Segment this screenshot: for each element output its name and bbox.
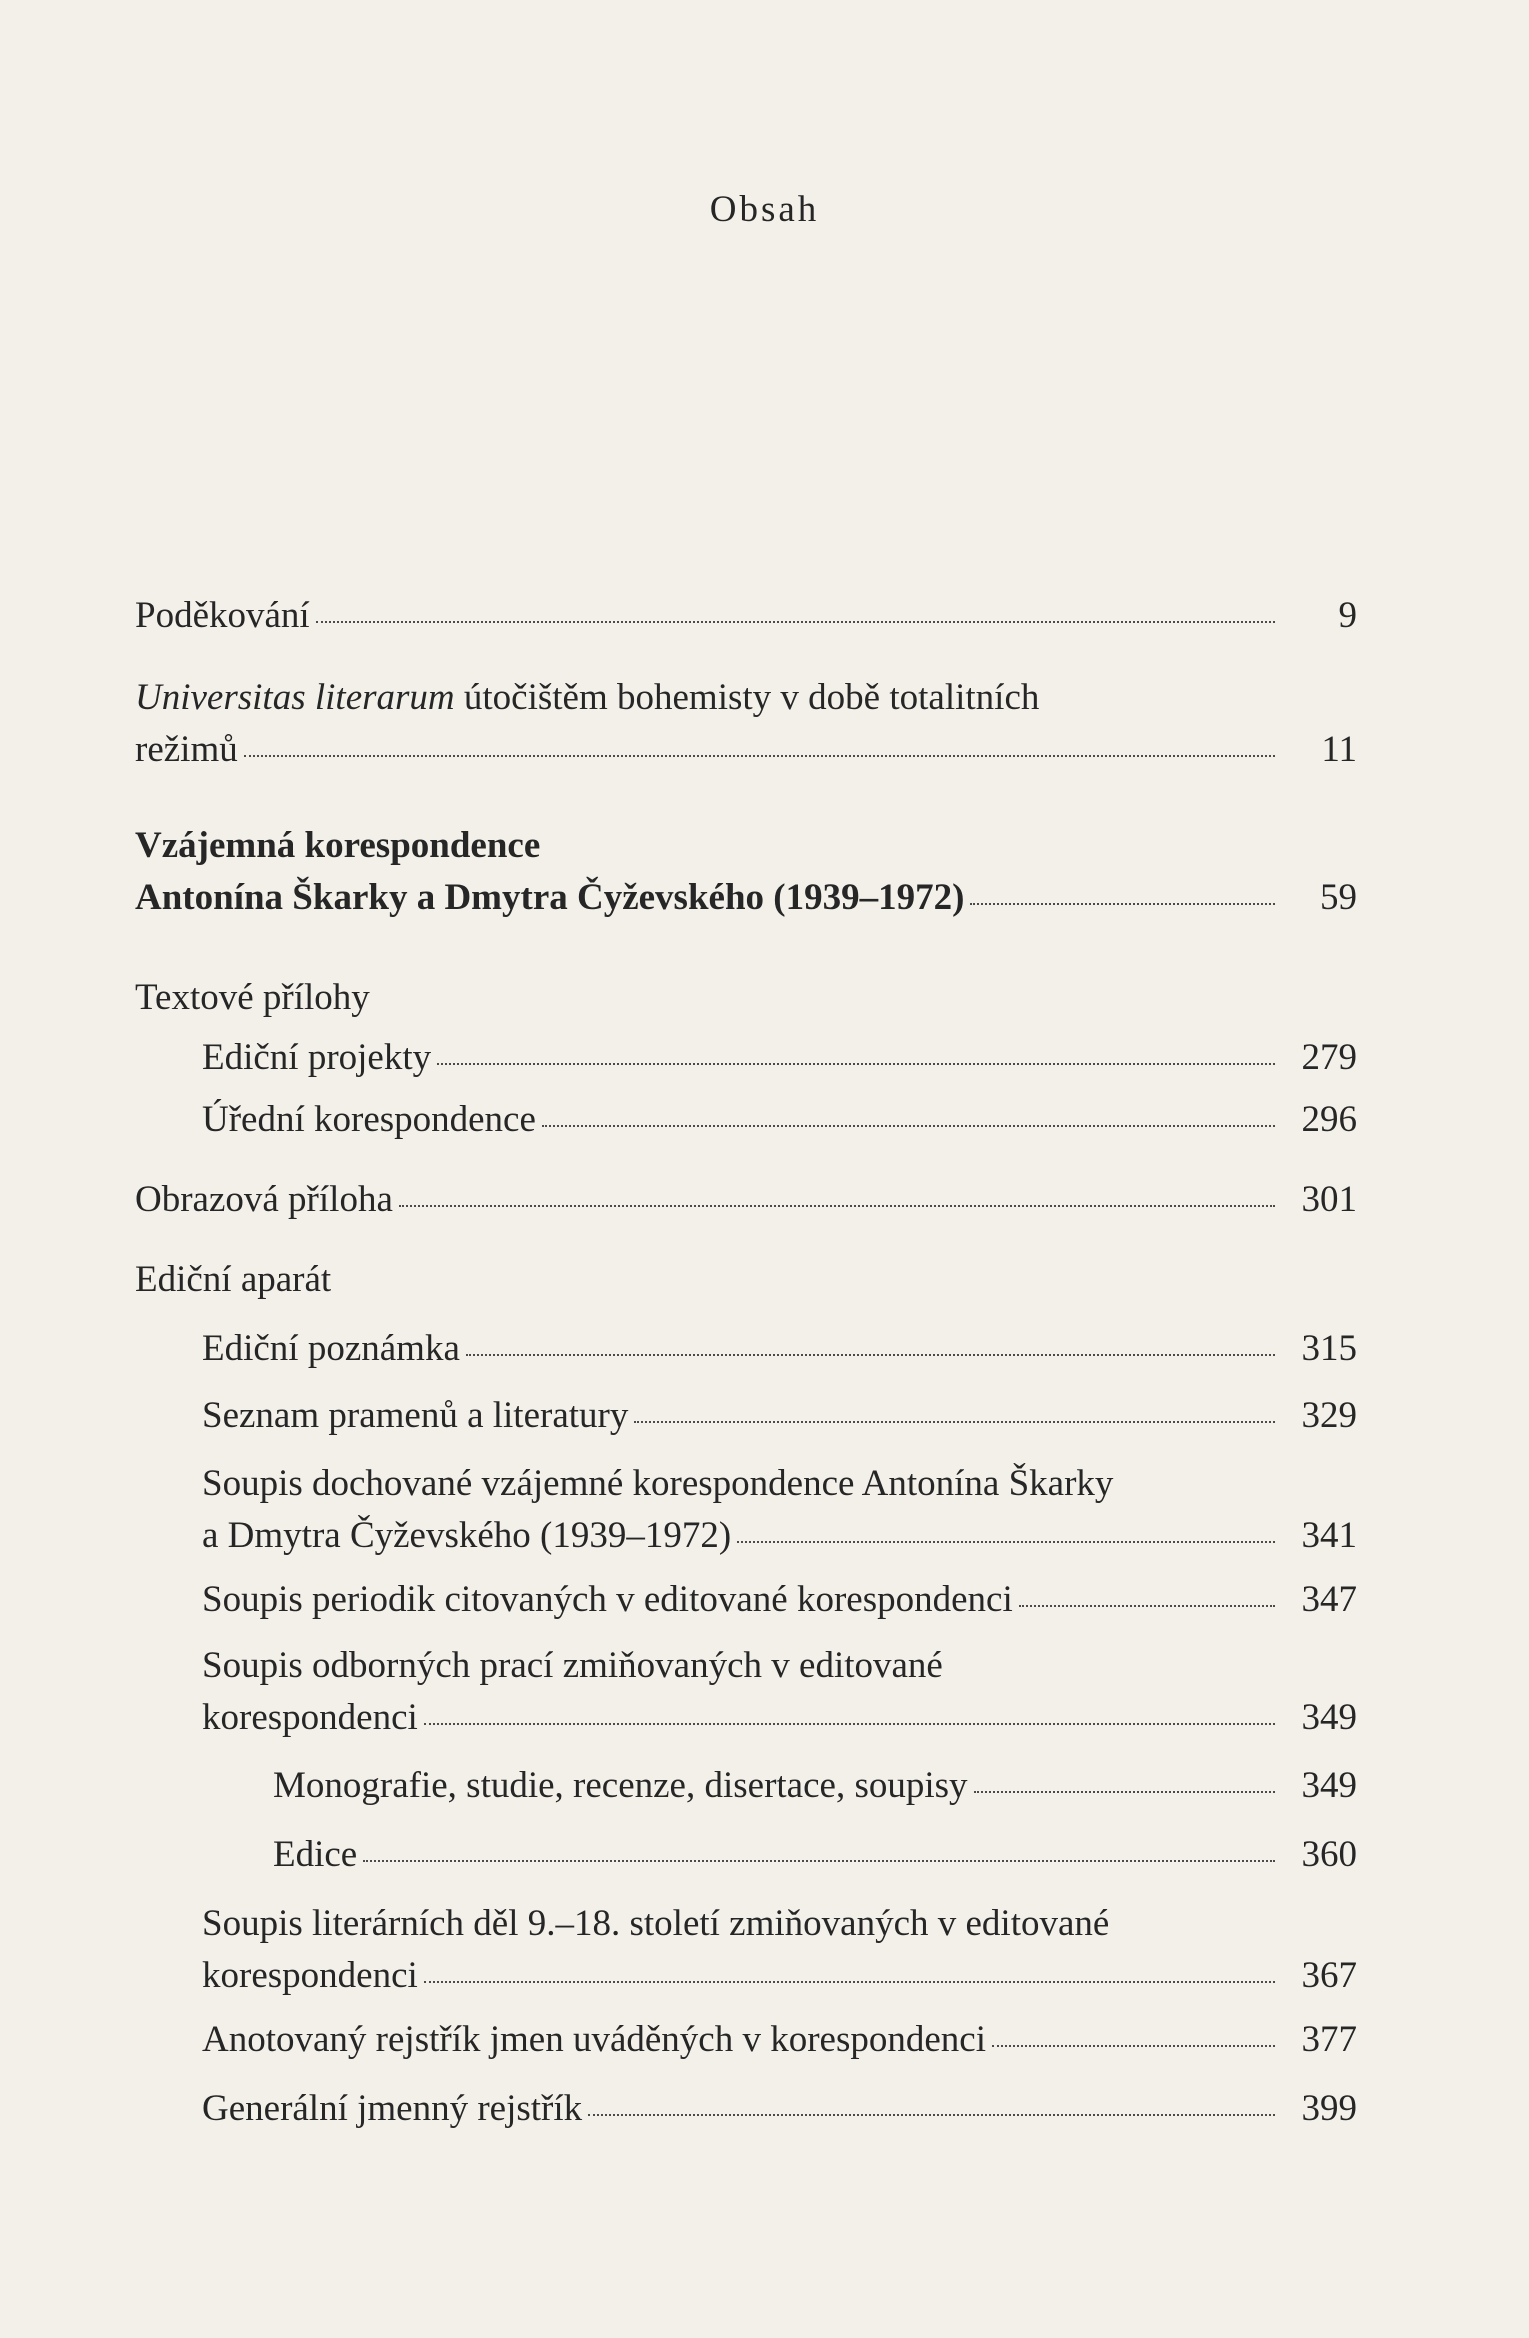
page-title: Obsah bbox=[709, 189, 820, 230]
leader-dots bbox=[466, 1354, 1275, 1356]
leader-dots bbox=[399, 1205, 1275, 1207]
entry-text-line2: Antonína Škarky a Dmytra Čyževského (1939–1972) bbox=[135, 877, 965, 918]
leader-dots bbox=[737, 1541, 1275, 1543]
toc-entry-podekovani[interactable] bbox=[135, 590, 1357, 642]
toc-entry-universitas[interactable] bbox=[135, 672, 1357, 776]
entry-text: Generální jmenný rejstřík bbox=[202, 2088, 583, 2129]
toc-entry-vzajemna[interactable] bbox=[135, 820, 1357, 924]
section-heading-textove: Textové přílohy bbox=[135, 977, 370, 1018]
page-number: 301 bbox=[1301, 1179, 1357, 1220]
entry-text: útočištěm bohemisty v době totalitních bbox=[454, 677, 1040, 718]
toc-entry-soupis-literarnich[interactable] bbox=[202, 1898, 1357, 2002]
entry-text: Ediční projekty bbox=[202, 1037, 432, 1078]
toc-entry-soupis-odbornych[interactable] bbox=[202, 1640, 1357, 1744]
leader-dots bbox=[437, 1063, 1275, 1065]
page-number: 329 bbox=[1301, 1395, 1357, 1436]
entry-text: Soupis literárních děl 9.–18. století zmiňovaných v editované bbox=[202, 1903, 1110, 1944]
entry-text-line2: a Dmytra Čyževského (1939–1972) bbox=[202, 1515, 732, 1556]
entry-text: Anotovaný rejstřík jmen uváděných v korespondenci bbox=[202, 2019, 986, 2060]
entry-text-line2: korespondenci bbox=[202, 1955, 418, 1996]
leader-dots bbox=[424, 1981, 1275, 1983]
leader-dots bbox=[244, 755, 1275, 757]
leader-dots bbox=[992, 2045, 1275, 2047]
leader-dots bbox=[974, 1791, 1275, 1793]
leader-dots bbox=[970, 903, 1275, 905]
page-number: 341 bbox=[1301, 1515, 1357, 1556]
section-heading-aparat: Ediční aparát bbox=[135, 1259, 332, 1300]
entry-text-line2: režimů bbox=[135, 729, 238, 770]
entry-text-line2: korespondenci bbox=[202, 1697, 418, 1738]
entry-text: Seznam pramenů a literatury bbox=[202, 1395, 629, 1436]
toc-entry-uredni[interactable] bbox=[202, 1094, 1357, 1146]
entry-text: Vzájemná korespondence bbox=[135, 825, 541, 866]
entry-text: Úřední korespondence bbox=[202, 1099, 536, 1140]
page-number: 360 bbox=[1301, 1834, 1357, 1875]
toc-entry-obrazova[interactable] bbox=[135, 1174, 1357, 1226]
page-number: 367 bbox=[1301, 1955, 1357, 1996]
entry-text: Obrazová příloha bbox=[135, 1179, 393, 1220]
entry-text: Poděkování bbox=[135, 595, 310, 636]
page-number: 9 bbox=[1338, 595, 1357, 636]
page-number: 349 bbox=[1301, 1765, 1357, 1806]
toc-entry-edicni-projekty[interactable] bbox=[202, 1032, 1357, 1084]
page-number: 377 bbox=[1301, 2019, 1357, 2060]
toc-entry-soupis-korespondence[interactable] bbox=[202, 1458, 1357, 1562]
leader-dots bbox=[424, 1723, 1275, 1725]
leader-dots bbox=[316, 621, 1275, 623]
entry-text-italic: Universitas literarum bbox=[135, 677, 455, 718]
leader-dots bbox=[1019, 1605, 1275, 1607]
entry-text: Ediční poznámka bbox=[202, 1328, 460, 1369]
leader-dots bbox=[634, 1421, 1275, 1423]
leader-dots bbox=[542, 1125, 1275, 1127]
page-number: 349 bbox=[1301, 1697, 1357, 1738]
toc-entry-anotovany[interactable] bbox=[202, 2014, 1357, 2066]
page-number: 347 bbox=[1301, 1579, 1357, 1620]
toc-entry-seznam[interactable] bbox=[202, 1390, 1357, 1442]
toc-entry-edice[interactable] bbox=[273, 1829, 1357, 1881]
leader-dots bbox=[588, 2114, 1275, 2116]
page-number: 315 bbox=[1301, 1328, 1357, 1369]
entry-text: Soupis odborných prací zmiňovaných v editované bbox=[202, 1645, 943, 1686]
entry-text: Monografie, studie, recenze, disertace, soupisy bbox=[273, 1765, 968, 1806]
toc-entry-generalni[interactable] bbox=[202, 2083, 1357, 2135]
entry-text: Soupis periodik citovaných v editované korespondenci bbox=[202, 1579, 1013, 1620]
page-number: 59 bbox=[1320, 877, 1357, 918]
entry-text: Edice bbox=[273, 1834, 358, 1875]
page-number: 296 bbox=[1301, 1099, 1357, 1140]
toc-entry-monografie[interactable] bbox=[273, 1760, 1357, 1812]
page-number: 399 bbox=[1301, 2088, 1357, 2129]
page-number: 11 bbox=[1321, 729, 1357, 770]
toc-entry-soupis-periodik[interactable] bbox=[202, 1574, 1357, 1626]
page-number: 279 bbox=[1301, 1037, 1357, 1078]
leader-dots bbox=[363, 1860, 1275, 1862]
toc-entry-poznamka[interactable] bbox=[202, 1323, 1357, 1375]
entry-text: Soupis dochované vzájemné korespondence Antonína Škarky bbox=[202, 1463, 1114, 1504]
